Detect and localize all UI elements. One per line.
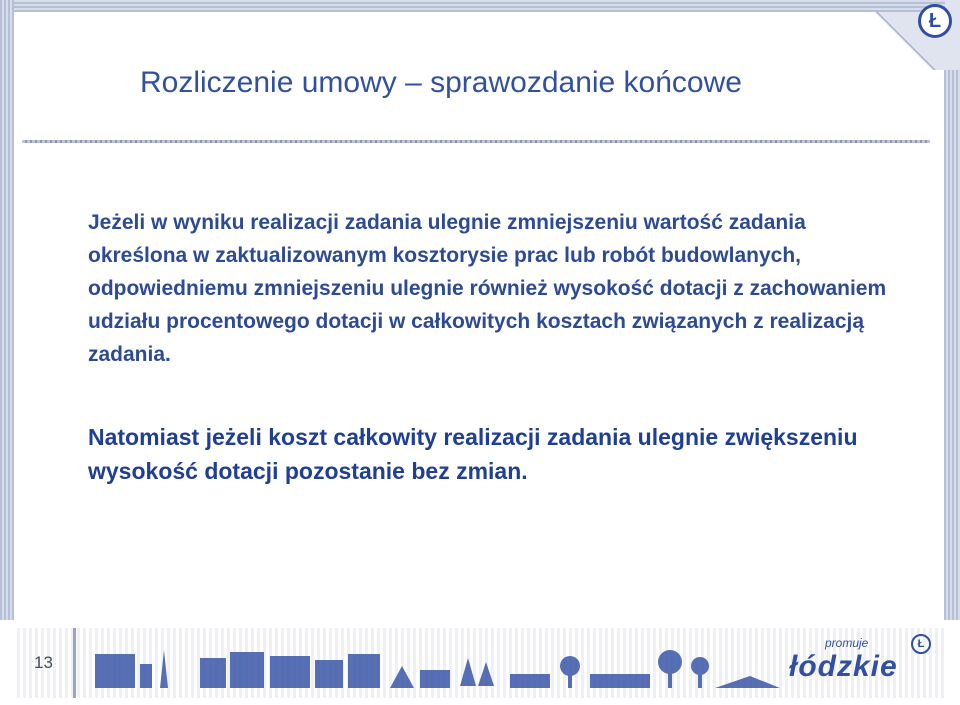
brand-mark-icon: Ł [911, 634, 931, 654]
slide-title: Rozliczenie umowy – sprawozdanie końcowe [140, 66, 742, 99]
frame-top-border [0, 0, 945, 12]
region-logo-icon: Ł [918, 4, 952, 38]
brand-small-text: promuje [825, 636, 869, 650]
body-paragraph-2: Natomiast jeżeli koszt całkowity realizacji zadania ulegnie zwiększeniu wysokość dotacji pozostanie bez zmian. [88, 424, 858, 484]
page-number: 13 [14, 628, 76, 698]
title-divider [22, 140, 930, 143]
footer [0, 620, 960, 705]
brand-name: łódzkie [789, 650, 898, 683]
promuje-lodzkie-logo [785, 634, 945, 694]
body-paragraph-1: Jeżeli w wyniku realizacji zadania ulegnie zmniejszeniu wartość zadania określona w zaktualizowanym kosztorysie prac lub robót budowlanych, odpowiedniemu zmniejszeniu ulegnie również wysokość dotacji z zachowaniem udziału procentowego dotacji w całkowitych kosztach związanych z realizacją zadania. [88, 211, 887, 366]
frame-right-border [944, 70, 960, 620]
frame-left-border [0, 0, 14, 620]
city-skyline-illustration [90, 640, 780, 690]
